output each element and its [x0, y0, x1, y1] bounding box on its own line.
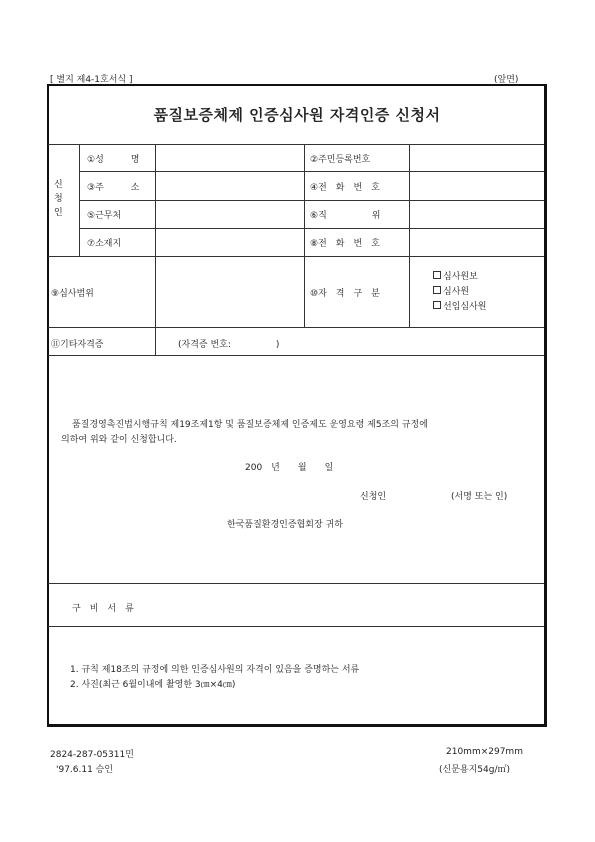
page-side-label: (앞면) [494, 75, 519, 85]
signature-note: (서명 또는 인) [451, 492, 508, 502]
divider [48, 144, 544, 145]
checkbox-icon[interactable] [433, 301, 441, 309]
addressee: 한국품질환경인증협회장 귀하 [227, 520, 343, 530]
phone-label: ④전 화 번 호 [310, 183, 380, 193]
document-item-2: 2. 사진(최근 6월이내에 촬영한 3㎝×4㎝) [70, 680, 236, 690]
divider [79, 171, 544, 172]
paper-type: (신문용지54g/㎡) [439, 765, 510, 775]
address-label: ③주 소 [87, 183, 140, 193]
divider [48, 583, 544, 584]
position-label: ⑥직 위 [310, 211, 381, 221]
other-certificate-label: ⑪기타자격증 [51, 340, 104, 350]
name-label: ①성 명 [87, 155, 140, 165]
qualification-options [433, 270, 486, 315]
workplace-phone-label: ⑧전 화 번 호 [310, 239, 380, 249]
resident-number-label: ②주민등록번호 [310, 155, 371, 165]
checkbox-icon[interactable] [433, 286, 441, 294]
divider [155, 327, 156, 355]
applicant-signature-label: 신청인 [360, 492, 387, 502]
applicant-group-label: 신 청 인 [54, 180, 63, 218]
divider [79, 228, 544, 229]
divider [48, 355, 544, 356]
form-code: 2824-287-05311민 [50, 750, 134, 760]
application-date: 200 년 월 일 [245, 463, 334, 473]
required-documents-heading: 구 비 서 류 [72, 604, 134, 614]
divider [304, 144, 305, 327]
divider [409, 144, 410, 327]
divider [48, 626, 544, 627]
divider [48, 256, 544, 257]
statement-line-1: 품질경영촉진법시행규칙 제19조제1항 및 품질보증체제 인증제도 운영요령 제5조의 규정에 [72, 420, 428, 430]
divider [79, 200, 544, 201]
approval-date: '97.6.11 승인 [56, 765, 114, 775]
divider [48, 327, 544, 328]
location-label: ⑦소재지 [87, 239, 122, 249]
option-lead-auditor[interactable]: 선임심사원 [433, 300, 486, 315]
form-title: 품질보증체제 인증심사원 자격인증 신청서 [153, 106, 441, 124]
document-item-1: 1. 규칙 제18조의 규정에 의한 인증심사원의 자격이 있음을 증명하는 서류 [70, 665, 360, 675]
option-auditor[interactable]: 심사원 [433, 285, 486, 300]
audit-scope-label: ⑨심사범위 [51, 289, 94, 299]
option-assistant-auditor[interactable]: 심사원보 [433, 270, 486, 285]
paper-size: 210mm×297mm [446, 747, 523, 757]
divider [79, 144, 80, 256]
divider [155, 144, 156, 327]
certificate-number-label: (자격증 번호: ) [178, 340, 280, 350]
workplace-label: ⑤근무처 [87, 211, 122, 221]
statement-line-2: 의하여 위와 같이 신청합니다. [61, 435, 177, 445]
qualification-type-label: ⑩자 격 구 분 [310, 289, 380, 299]
form-number: [ 별지 제4-1호서식 ] [50, 75, 133, 85]
checkbox-icon[interactable] [433, 271, 441, 279]
